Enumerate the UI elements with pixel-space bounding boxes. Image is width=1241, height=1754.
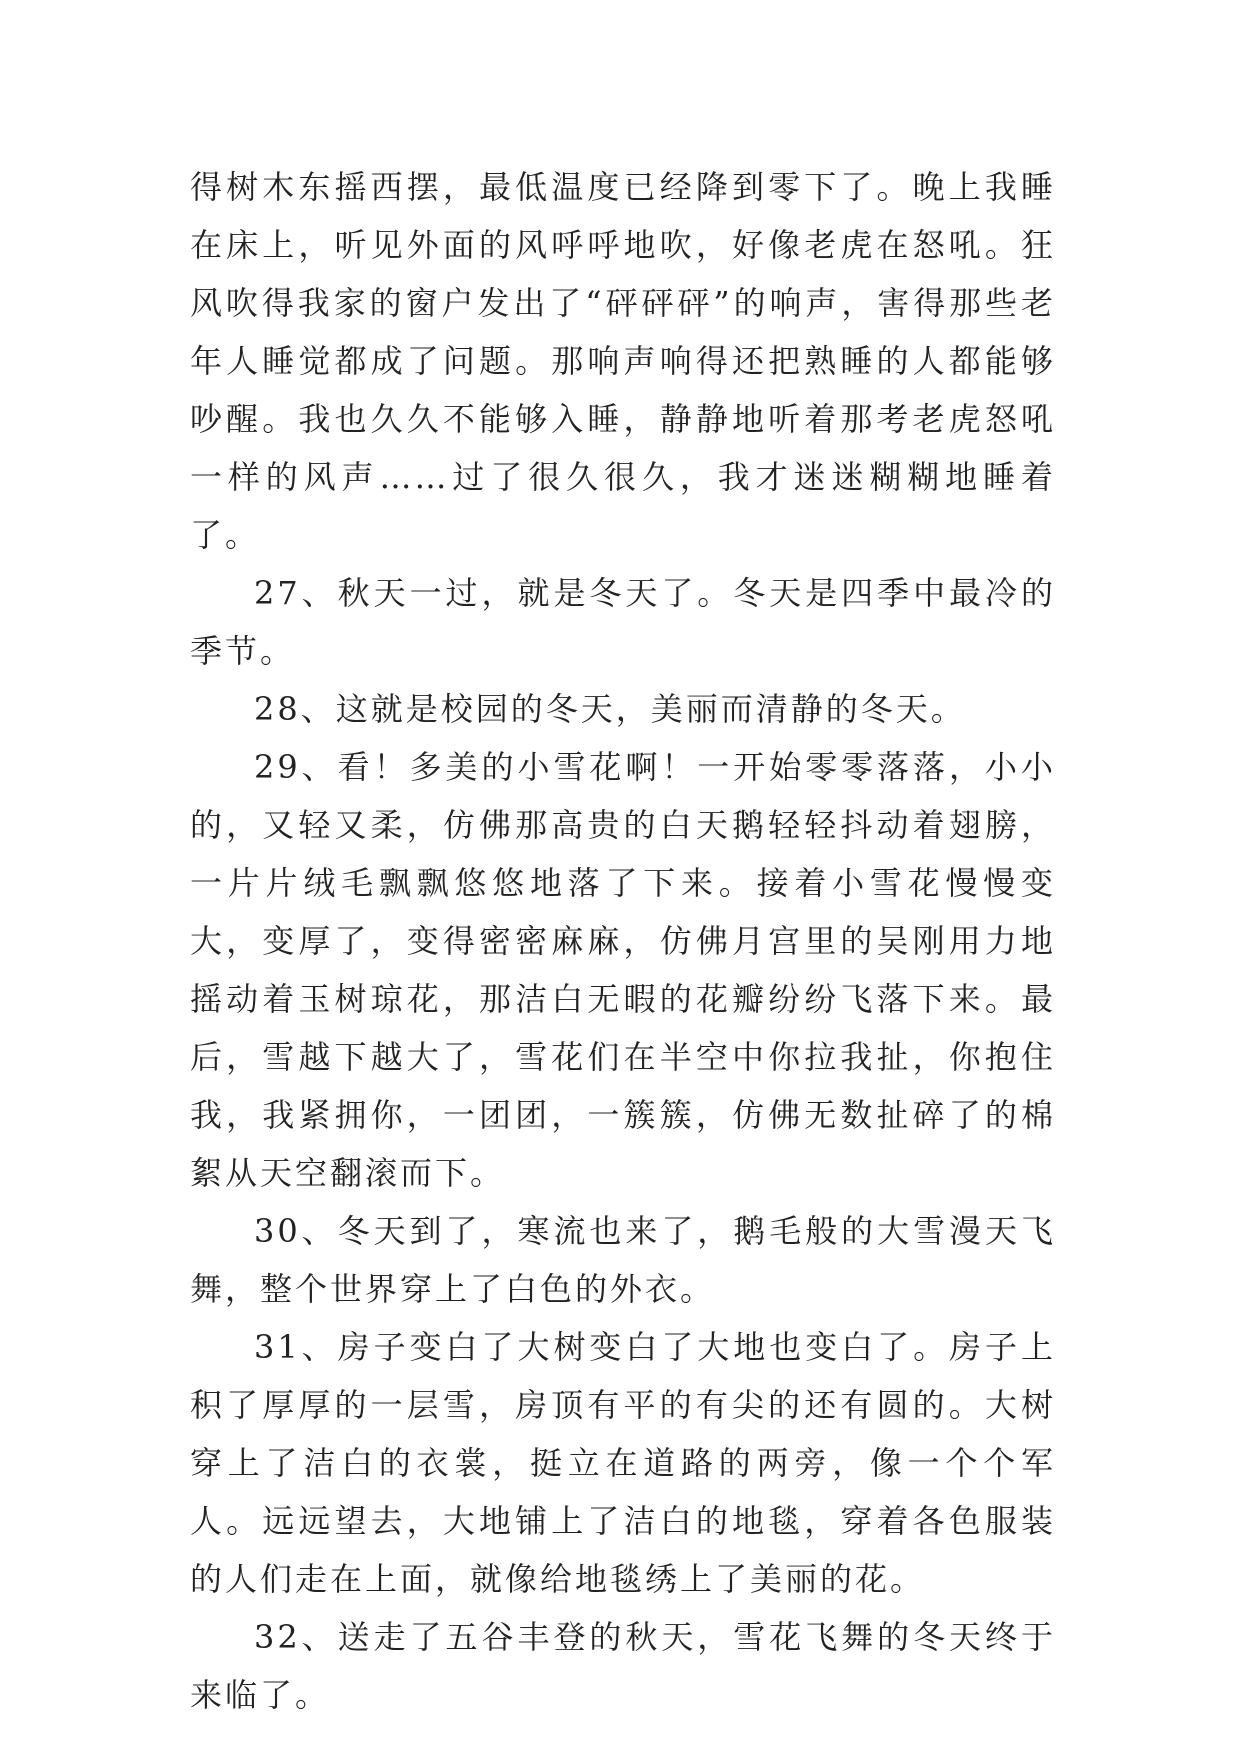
paragraph-31: 31、房子变白了大树变白了大地也变白了。房子上积了厚厚的一层雪，房顶有平的有尖的还有圆的。大树穿上了洁白的衣裳，挺立在道路的两旁，像一个个军人。远远望去，大地铺上了洁白的地毯，穿着各色服装的人们走在上面，就像给地毯绣上了美丽的花。: [190, 1328, 1056, 1598]
paragraph-continued: 得树木东摇西摆，最低温度已经降到零下了。晚上我睡在床上，听见外面的风呼呼地吹，好像老虎在怒吼。狂风吹得我家的窗户发出了“砰砰砰”的响声，害得那些老年人睡觉都成了问题。那响声响得还把熟睡的人都能够吵醒。我也久久不能够入睡，静静地听着那考老虎怒吼一样的风声……过了很久很久，我才迷迷糊糊地睡着了。: [190, 168, 1056, 554]
paragraph-28: 28、这就是校园的冬天，美丽而清静的冬天。: [254, 690, 966, 728]
paragraph-32: 32、送走了五谷丰登的秋天，雪花飞舞的冬天终于来临了。: [190, 1618, 1056, 1714]
paragraph-29: 29、看！多美的小雪花啊！一开始零零落落，小小的，又轻又柔，仿佛那高贵的白天鹅轻轻抖动着翅膀，一片片绒毛飘飘悠悠地落了下来。接着小雪花慢慢变大，变厚了，变得密密麻麻，仿佛月宫里的吴刚用力地摇动着玉树琼花，那洁白无暇的花瓣纷纷飞落下来。最后，雪越下越大了，雪花们在半空中你拉我扯，你抱住我，我紧拥你，一团团，一簇簇，仿佛无数扯碎了的棉絮从天空翻滚而下。: [190, 748, 1056, 1192]
document-body: [190, 158, 1056, 1724]
paragraph-30: 30、冬天到了，寒流也来了，鹅毛般的大雪漫天飞舞，整个世界穿上了白色的外衣。: [190, 1212, 1056, 1308]
paragraph-27: 27、秋天一过，就是冬天了。冬天是四季中最冷的季节。: [190, 574, 1056, 670]
